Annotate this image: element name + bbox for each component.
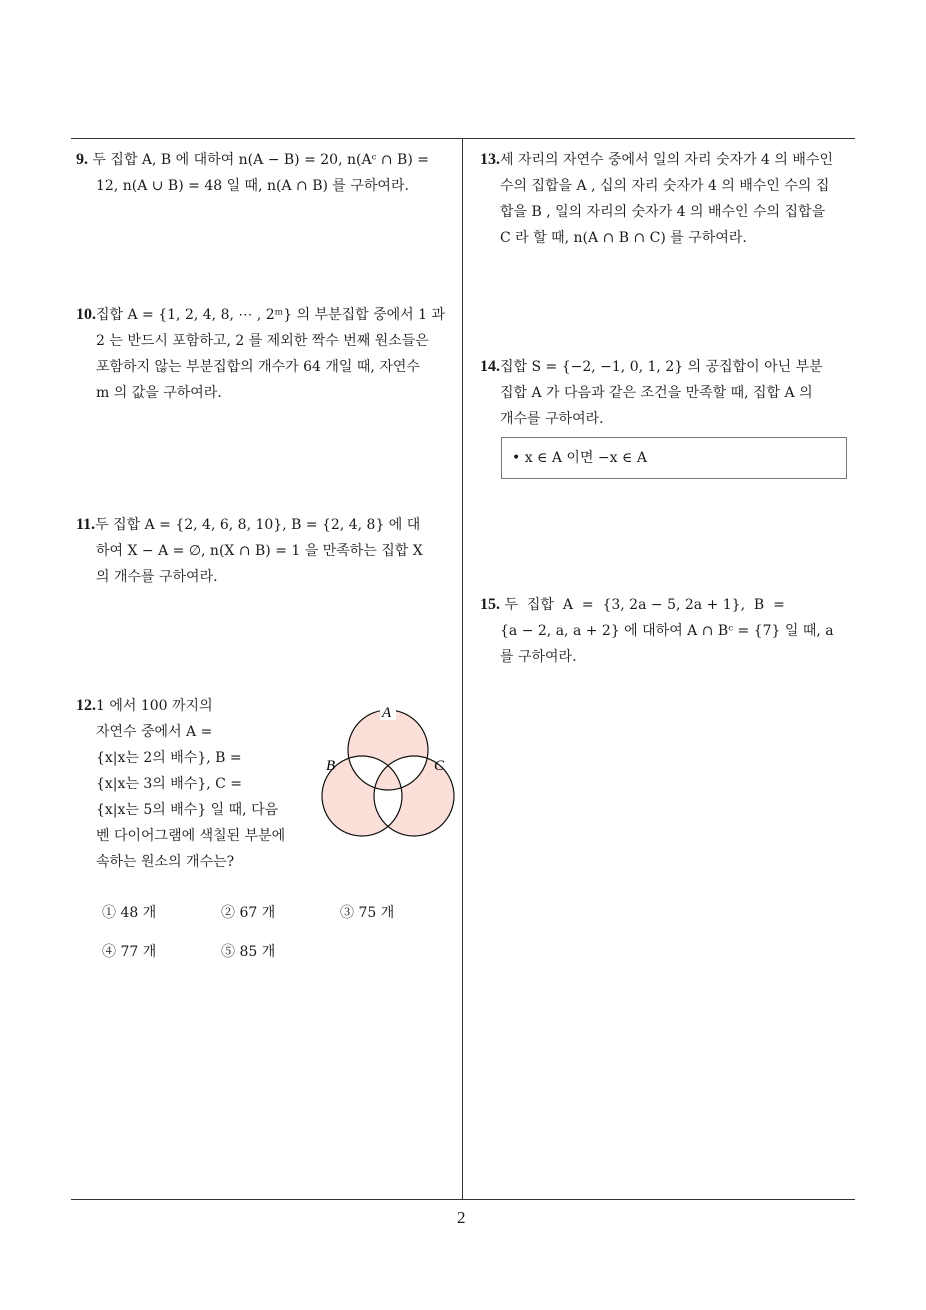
bottom-rule [71,1199,855,1200]
question-text: 집합 A = {1, 2, 4, 8, ⋯ , 2ᵐ} 의 부분집합 중에서 1 과 [96,307,446,323]
question-number: 12. [76,697,96,714]
choice-5[interactable]: ⑤ 85 개 [221,944,276,960]
question-text: 두 집합 A, B 에 대하여 n(A − B) = 20, n(Aᶜ ∩ B) = [92,152,429,168]
choice-2[interactable]: ② 67 개 [221,905,276,921]
page-number: 2 [457,1208,466,1227]
question-text: {x|x는 2의 배수}, B = [96,750,242,766]
question-text: C 라 할 때, n(A ∩ B ∩ C) 를 구하여라. [500,230,747,246]
top-rule [71,138,855,139]
question-text: 2 는 반드시 포함하고, 2 를 제외한 짝수 번째 원소들은 [96,333,429,349]
venn-diagram [318,700,460,842]
question-text: 하여 X − A = ∅, n(X ∩ B) = 1 을 만족하는 집합 X [96,543,423,559]
question-text: 포함하지 않는 부분집합의 개수가 64 개일 때, 자연수 [96,359,420,375]
question-text: {x|x는 3의 배수}, C = [96,776,243,792]
question-14 [480,354,860,432]
question-text: 집합 S = {−2, −1, 0, 1, 2} 의 공집합이 아닌 부분 [500,359,823,375]
question-number: 10. [76,306,96,323]
set-c-label: C [434,758,445,774]
set-b-label: B [326,758,336,774]
question-text: {x|x는 5의 배수} 일 때, 다음 [96,802,279,818]
column-divider [462,138,463,1200]
question-text: 1 에서 100 까지의 [96,698,213,714]
question-13 [480,147,860,251]
question-text: 개수를 구하여라. [500,411,604,427]
question-12 [76,693,316,875]
choice-1[interactable]: ① 48 개 [102,905,157,921]
question-text: 세 자리의 자연수 중에서 일의 자리 숫자가 4 의 배수인 [500,152,833,168]
question-number: 15. [480,596,500,613]
question-10 [76,302,456,406]
question-11 [76,512,456,590]
set-a-label: A [382,705,392,721]
question-text: {a − 2, a, a + 2} 에 대하여 A ∩ Bᶜ = {7} 일 때, a [500,623,834,639]
question-text: 를 구하여라. [500,649,577,665]
question-15 [480,592,860,670]
question-9 [76,147,456,199]
question-text: m 의 값을 구하여라. [96,385,222,401]
question-text: 의 개수를 구하여라. [96,569,218,585]
question-text: 집합 A 가 다음과 같은 조건을 만족할 때, 집합 A 의 [500,385,813,401]
question-number: 13. [480,151,500,168]
question-text: 두 집합 A = {3, 2a − 5, 2a + 1}, B = [504,597,785,613]
condition-box [501,437,847,479]
question-text: 자연수 중에서 A = [96,724,213,740]
question-text: 수의 집합을 A , 십의 자리 숫자가 4 의 배수인 수의 집 [500,178,830,194]
question-text: 두 집합 A = {2, 4, 6, 8, 10}, B = {2, 4, 8} 에 대 [95,517,421,533]
question-text: 속하는 원소의 개수는? [96,854,235,870]
condition-text: • x ∈ A 이면 −x ∈ A [512,450,647,466]
question-text: 합을 B , 일의 자리의 숫자가 4 의 배수인 수의 집합을 [500,204,826,220]
question-text: 12, n(A ∪ B) = 48 일 때, n(A ∩ B) 를 구하여라. [96,178,409,194]
question-number: 9. [76,151,88,168]
question-number: 11. [76,516,96,533]
choice-4[interactable]: ④ 77 개 [102,944,157,960]
question-text: 벤 다이어그램에 색칠된 부분에 [96,828,286,844]
choice-3[interactable]: ③ 75 개 [340,905,395,921]
question-number: 14. [480,358,500,375]
